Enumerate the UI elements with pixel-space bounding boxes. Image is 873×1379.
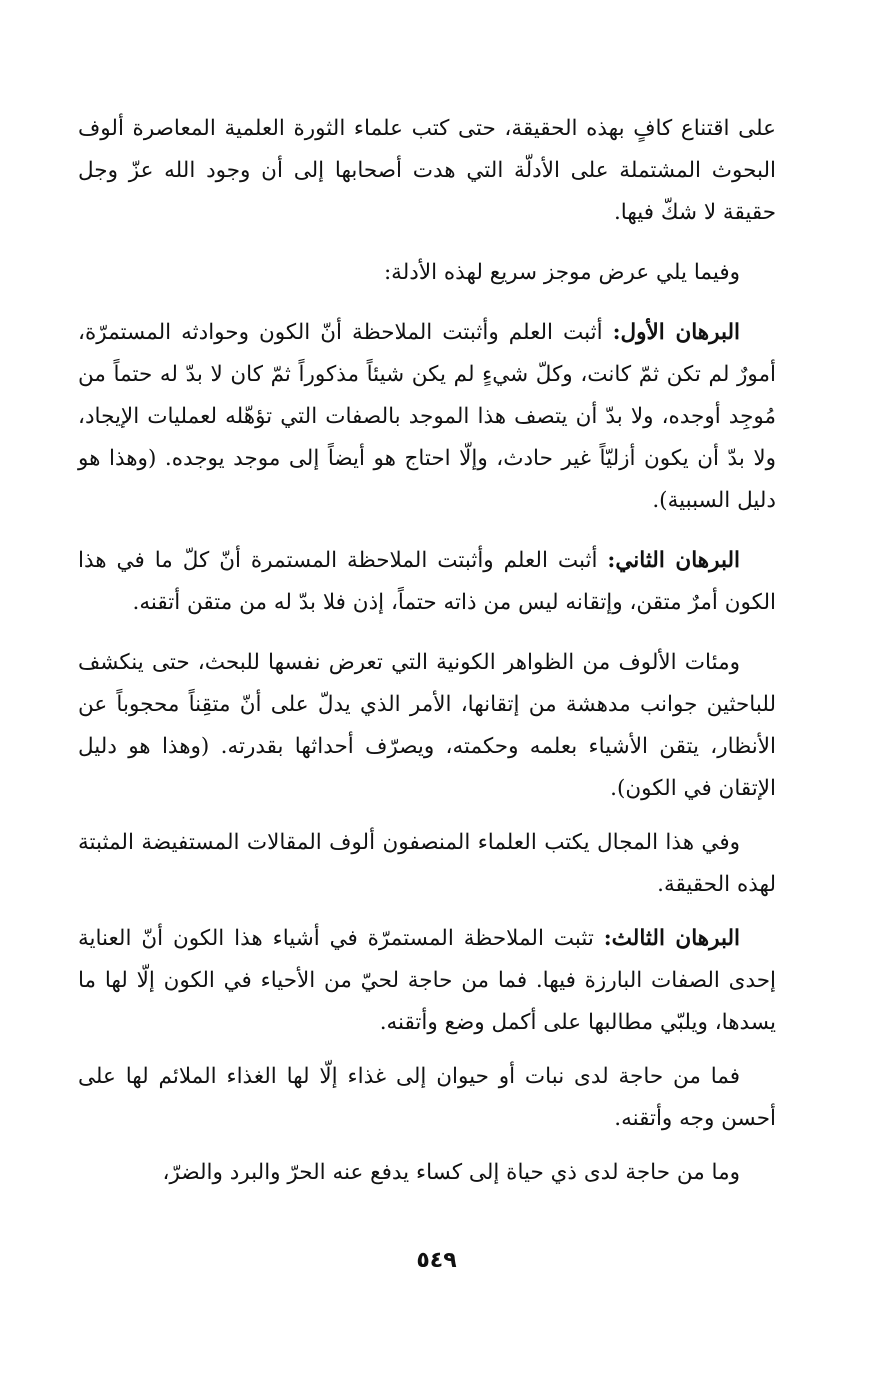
paragraph-second-proof xyxy=(78,540,776,624)
paragraph-text: ومئات الألوف من الظواهر الكونية التي تعرض نفسها للبحث، حتى ينكشف للباحثين جوانب مدهشة من إتقانها، الأمر الذي يدلّ على أنّ متقِناً محجوباً عن الأنظار، يتقن الأشياء بعلمه وحكمته، ويصرّف أحداثها بقدرته. (وهذا هو دليل الإتقان في الكون). xyxy=(78,650,776,801)
paragraph-text: أثبت العلم وأثبتت الملاحظة أنّ الكون وحوادثه المستمرّة، أمورٌ لم تكن ثمّ كانت، وكلّ شيءٍ لم يكن شيئاً مذكوراً ثمّ كان لا بدّ له حتماً من مُوجِد أوجده، ولا بدّ أن يتصف هذا الموجد بالصفات التي تؤهّله لعمليات الإيجاد، ولا بدّ أن يكون أزليّاً غير حادث، وإلّا احتاج هو أيضاً إلى موجد يوجده. (وهذا هو دليل السببية). xyxy=(78,320,776,513)
paragraph-cosmic-phenomena xyxy=(78,642,776,810)
paragraph-text: فما من حاجة لدى نبات أو حيوان إلى غذاء إلّا لها الغذاء الملائم لها على أحسن وجه وأتقنه. xyxy=(78,1064,776,1131)
paragraph-third-proof xyxy=(78,918,776,1044)
paragraph-text: وفي هذا المجال يكتب العلماء المنصفون ألوف المقالات المستفيضة المثبتة لهذه الحقيقة. xyxy=(78,830,776,897)
paragraph-text: تثبت الملاحظة المستمرّة في أشياء هذا الكون أنّ العناية إحدى الصفات البارزة فيها. فما من حاجة لحيّ من الأحياء في الكون إلّا لها ما يسدها، ويلبّي مطالبها على أكمل وضع وأتقنه. xyxy=(78,926,776,1035)
paragraph-first-proof xyxy=(78,312,776,522)
paragraph-intro-continuation xyxy=(78,108,776,234)
paragraph-food-need xyxy=(78,1056,776,1140)
second-proof-heading: البرهان الثاني: xyxy=(607,548,740,573)
third-proof-heading: البرهان الثالث: xyxy=(603,926,740,951)
paragraph-evidence-intro xyxy=(78,252,776,294)
page-number: ٥٤٩ xyxy=(416,1248,457,1273)
paragraph-text: وفيما يلي عرض موجز سريع لهذه الأدلة: xyxy=(383,260,740,285)
paragraph-text: أثبت العلم وأثبتت الملاحظة المستمرة أنّ كلّ ما في هذا الكون أمرٌ متقن، وإتقانه ليس من ذاته حتماً، إذن فلا بدّ له من متقن أتقنه. xyxy=(78,548,776,615)
first-proof-heading: البرهان الأول: xyxy=(612,320,740,345)
paragraph-text: على اقتناع كافٍ بهذه الحقيقة، حتى كتب علماء الثورة العلمية المعاصرة ألوف البحوث المشتملة على الأدلّة التي هدت أصحابها إلى أن وجود الله عزّ وجل حقيقة لا شكّ فيها. xyxy=(78,116,776,225)
paragraph-scholars-articles xyxy=(78,822,776,906)
paragraph-clothing-need xyxy=(78,1152,776,1194)
paragraph-text: وما من حاجة لدى ذي حياة إلى كساء يدفع عنه الحرّ والبرد والضرّ، xyxy=(162,1160,740,1185)
page-body xyxy=(78,108,776,1288)
